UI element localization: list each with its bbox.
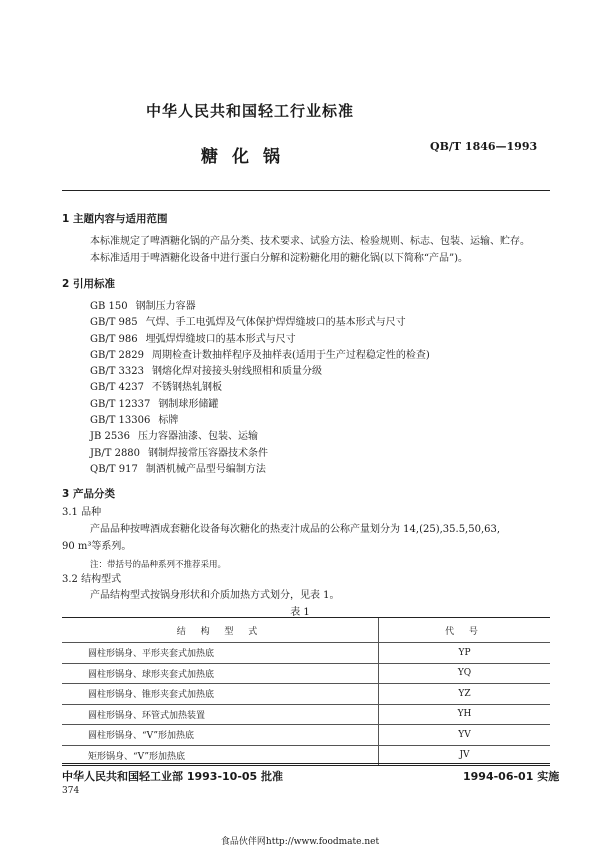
reference-item [90,364,430,380]
reference-code: GB/T 3323 [90,366,145,378]
reference-list [90,299,430,478]
footer-rule [62,763,550,764]
approval-statement: 中华人民共和国轻工业部 1993-10-05 批准 [62,770,284,783]
reference-name: 钢熔化焊对接接头射线照相和质量分级 [152,366,323,378]
section-3-heading: 3 产品分类 [62,488,115,500]
section-3-2-para: 产品结构型式按锅身形状和介质加热方式划分，见表 1。 [90,590,340,601]
cell-type: 圆柱形锅身、“V”形加热底 [62,725,379,746]
cell-type: 圆柱形锅身、平形夹套式加热底 [62,643,379,664]
reference-item [90,380,430,396]
reference-name: 钢制球形储罐 [158,398,219,410]
page-number: 374 [62,786,80,796]
reference-item [90,299,430,315]
reference-code: GB/T 2829 [90,349,145,361]
section-3-1-para-line-1: 产品品种按啤酒成套糖化设备每次糖化的热麦汁成品的公称产量划分为 14,(25),35.5,50,63, [90,524,501,535]
reference-name: 气焊、手工电弧焊及气体保护焊焊缝坡口的基本形式与尺寸 [145,317,406,329]
reference-name: 周期检查计数抽样程序及抽样表(适用于生产过程稳定性的检查) [152,349,430,361]
section-3-1-heading: 3.1 品种 [62,507,102,518]
section-3-1-note: 注：带括号的品种系列不推荐采用。 [90,560,227,570]
reference-item [90,332,430,348]
table-row [62,725,550,746]
reference-item [90,462,430,478]
cell-code: YH [379,704,551,725]
cell-code: JV [379,745,551,766]
reference-code: GB 150 [90,301,128,312]
section-1-para-1: 本标准规定了啤酒糖化锅的产品分类、技术要求、试验方法、检验规则、标志、包装、运输、贮存。 [90,236,530,247]
reference-code: GB/T 986 [90,333,138,345]
reference-name: 标牌 [158,415,179,427]
reference-name: 制酒机械产品型号编制方法 [145,463,266,475]
reference-item [90,397,430,413]
reference-code: GB/T 12337 [90,398,151,410]
table-row [62,643,550,664]
reference-name: 钢制焊接常压容器技术条件 [148,447,269,459]
reference-code: JB 2536 [90,431,130,443]
site-watermark: 食品伙伴网http://www.foodmate.net [220,837,380,847]
reference-item [90,413,430,429]
cell-type: 圆柱形锅身、锥形夹套式加热底 [62,684,379,705]
reference-item [90,315,430,331]
reference-code: JB/T 2880 [90,447,141,459]
cell-type: 圆柱形锅身、环管式加热装置 [62,704,379,725]
document-title: 糖化锅 [201,147,294,167]
table-row [62,663,550,684]
header-rule [62,190,550,191]
column-header-code: 代 号 [379,618,551,643]
section-1-heading: 1 主题内容与适用范围 [62,213,168,225]
structure-type-table [62,617,550,766]
reference-item [90,429,430,445]
reference-name: 压力容器油漆、包装、运输 [138,431,258,443]
reference-name: 不锈钢热轧钢板 [152,382,223,394]
reference-code: GB/T 985 [90,317,138,329]
standard-code: QB/T 1846—1993 [430,140,538,153]
reference-name: 埋弧焊焊缝坡口的基本形式与尺寸 [145,333,296,345]
section-1-para-2: 本标准适用于啤酒糖化设备中进行蛋白分解和淀粉糖化用的糖化锅(以下简称“产品”)。 [90,253,469,264]
cell-code: YV [379,725,551,746]
table-caption: 表 1 [290,607,310,618]
cell-code: YQ [379,663,551,684]
cell-type: 矩形锅身、“V”形加热底 [62,745,379,766]
org-title: 中华人民共和国轻工行业标准 [145,102,354,120]
section-3-1-para-line-2: 90 m³等系列。 [62,541,132,552]
table-header-row [62,618,550,643]
column-header-type: 结 构 型 式 [62,618,379,643]
cell-type: 圆柱形锅身、球形夹套式加热底 [62,663,379,684]
table-row [62,704,550,725]
cell-code: YP [379,643,551,664]
section-2-heading: 2 引用标准 [62,278,115,290]
reference-code: GB/T 4237 [90,382,145,394]
section-3-2-heading: 3.2 结构型式 [62,574,122,585]
reference-item [90,446,430,462]
reference-code: GB/T 13306 [90,415,151,427]
reference-item [90,348,430,364]
reference-name: 钢制压力容器 [135,301,196,312]
implementation-date: 1994-06-01 实施 [463,770,560,783]
table-row [62,684,550,705]
cell-code: YZ [379,684,551,705]
reference-code: QB/T 917 [90,463,138,475]
